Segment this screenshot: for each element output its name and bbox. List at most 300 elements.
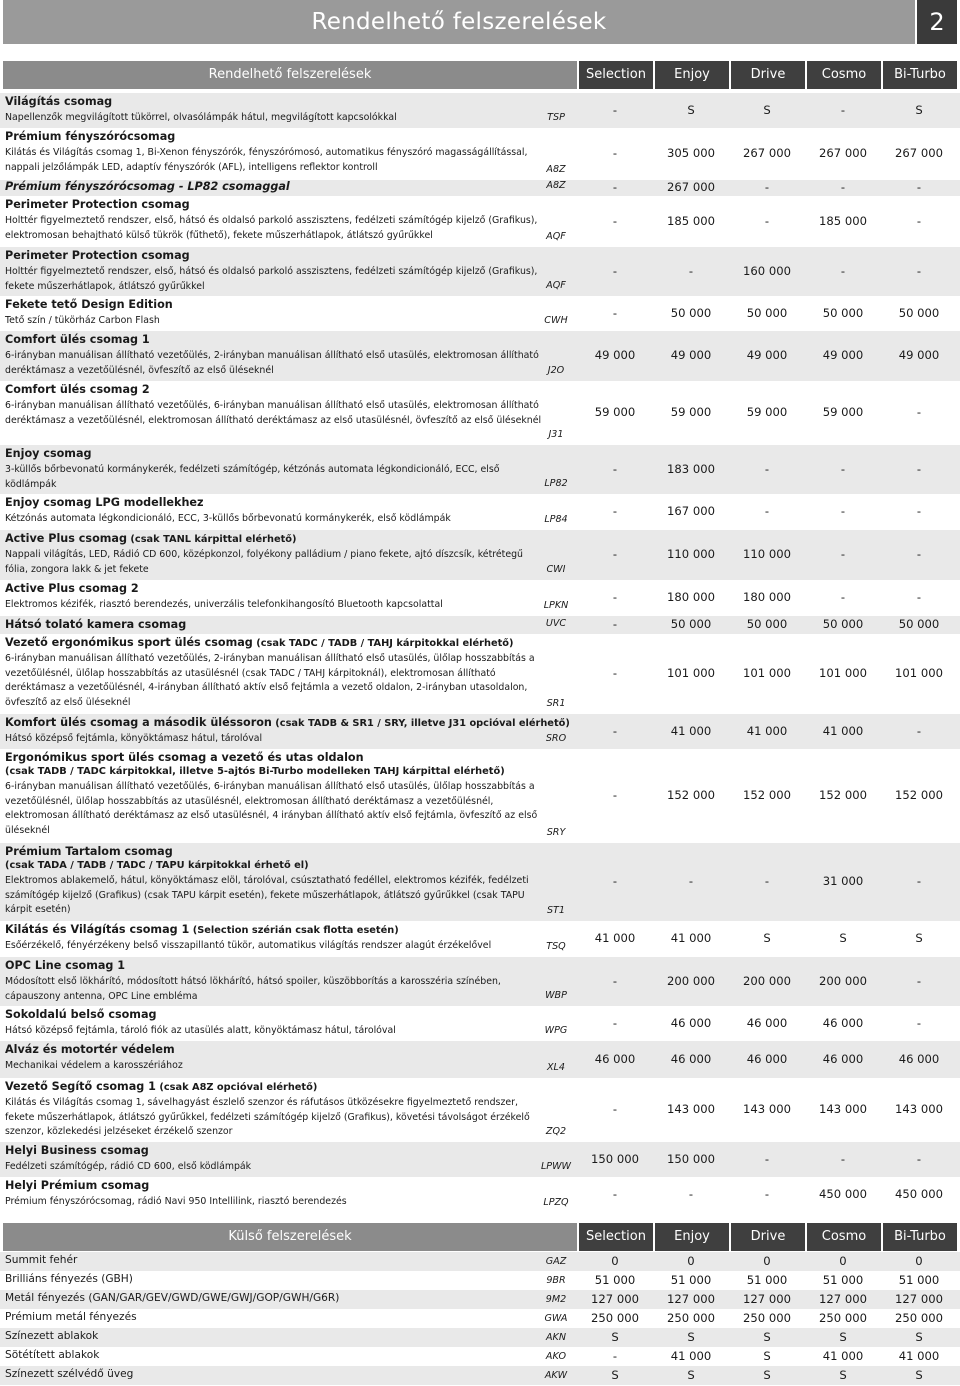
package-title <box>5 333 150 346</box>
price-cell: 160 000 <box>743 263 791 278</box>
price-cell: 49 000 <box>898 348 940 362</box>
price-cell: 46 000 <box>670 1015 712 1030</box>
price-cell: 41 000 <box>670 931 712 945</box>
price-cell: - <box>612 666 618 680</box>
price-cell: 143 000 <box>743 1102 791 1116</box>
package-title <box>5 198 190 211</box>
table-row <box>0 714 960 749</box>
package-description: 3-küllős bőrbevonatú kormánykerék, fedélzeti számítógép, kétzónás automata légkondicionáló, ECC, első ködlámpák <box>5 464 500 490</box>
price-cell: 127 000 <box>591 1292 639 1306</box>
column-header: Cosmo <box>807 61 881 89</box>
price-cell: 46 000 <box>822 1015 864 1030</box>
package-description: Esőérzékelő, fényérzékeny belső visszapillantó tükör, automatikus világítás rendszer alagút érzékelővel <box>5 940 492 951</box>
package-title <box>5 1043 175 1056</box>
price-cell: - <box>916 263 922 278</box>
table-row <box>0 1078 960 1142</box>
price-cell: 50 000 <box>670 617 712 631</box>
table-row <box>0 1041 960 1078</box>
package-title <box>5 1144 149 1157</box>
package-title-text: Prémium fényszórócsomag <box>5 130 176 143</box>
price-cell: 46 000 <box>898 1051 940 1066</box>
package-title-text: Comfort ülés csomag 2 <box>5 383 150 396</box>
price-cell: - <box>840 1151 846 1166</box>
option-code: LPWW <box>540 1161 572 1172</box>
price-cell: 200 000 <box>819 973 867 988</box>
price-cell: - <box>612 146 618 160</box>
column-header: Selection <box>579 1223 653 1251</box>
option-code: LPKN <box>543 600 569 611</box>
option-code: AQF <box>546 231 566 242</box>
option-code: CWI <box>546 564 566 575</box>
package-title <box>5 582 139 595</box>
price-cell: 59 000 <box>670 405 712 419</box>
exterior-option-title: Brilliáns fényezés (GBH) <box>5 1273 133 1285</box>
price-cell: - <box>916 405 922 419</box>
table-row <box>0 634 960 714</box>
price-cell: - <box>612 1015 618 1030</box>
package-title <box>5 383 150 396</box>
package-description: Elektromos ablakemelő, hátul, könyöktámasz elöl, tárolóval, csúsztatható fedéllel, elektromos kézifék, fedélzeti számítógép kijelző (Grafikus) (csak TAPU kárpit esetén), fekete műszerhátlapok, átlátszó gyűrűkkel (csak TAPU kárpit esetén) <box>5 875 529 916</box>
table-row <box>0 1290 960 1309</box>
price-cell: - <box>840 180 846 194</box>
price-cell: - <box>612 213 618 228</box>
price-cell: 185 000 <box>667 213 715 228</box>
table-row <box>0 381 960 445</box>
price-cell: S <box>763 931 771 945</box>
package-title-text: Enjoy csomag LPG modellekhez <box>5 496 204 509</box>
price-cell: 50 000 <box>822 617 864 631</box>
package-note: (csak TANL kárpittal elérhető) <box>127 534 297 545</box>
price-cell: 59 000 <box>594 405 636 419</box>
package-title-text: Prémium Tartalom csomag <box>5 845 173 858</box>
price-cell: 101 000 <box>667 666 715 680</box>
package-title-text: Perimeter Protection csomag <box>5 198 190 211</box>
price-cell: 450 000 <box>819 1187 867 1201</box>
package-title <box>5 447 92 460</box>
package-note: (Selection szérián csak flotta esetén) <box>189 925 399 936</box>
package-title <box>5 130 175 143</box>
package-title-text: Helyi Prémium csomag <box>5 1179 150 1192</box>
package-title <box>5 923 399 936</box>
price-cell: 41 000 <box>670 1349 712 1363</box>
price-cell: 152 000 <box>743 788 791 802</box>
package-description: Mechanikai védelem a karosszériához <box>5 1060 183 1071</box>
price-cell: 101 000 <box>819 666 867 680</box>
table-row <box>0 247 960 296</box>
table-title: Külső felszerelések <box>3 1223 577 1251</box>
table-row <box>0 957 960 1006</box>
option-code: 9M2 <box>545 1294 567 1305</box>
option-code: LPZQ <box>543 1197 569 1208</box>
package-description: Holttér figyelmeztető rendszer, első, hátsó és oldalsó parkoló asszisztens, fedélzeti számítógép kijelző (Grafikus), fekete műszerhátlapok, átlátszó gyűrűkkel <box>5 266 538 292</box>
price-cell: 46 000 <box>594 1051 636 1066</box>
price-cell: - <box>612 973 618 988</box>
price-cell: 150 000 <box>667 1151 715 1166</box>
package-title-text: OPC Line csomag 1 <box>5 959 126 972</box>
price-cell: S <box>763 1368 771 1382</box>
package-title <box>5 180 290 193</box>
package-title <box>5 95 112 108</box>
price-cell: S <box>687 1368 695 1382</box>
table-row <box>0 93 960 128</box>
price-cell: 50 000 <box>746 305 788 320</box>
price-cell: 46 000 <box>822 1051 864 1066</box>
package-title-text: Komfort ülés csomag a második üléssoron <box>5 716 272 729</box>
price-cell: S <box>763 1349 771 1363</box>
price-cell: 183 000 <box>667 461 715 476</box>
price-cell: 267 000 <box>819 146 867 160</box>
package-description: 6-irányban manuálisan állítható vezetőülés, 2-irányban manuálisan állítható első utasülés, elektromosan állítható deréktámasz a vezetőülésnél, övfeszítő az első üléseknél <box>5 350 539 376</box>
option-code: AKW <box>544 1370 568 1381</box>
price-cell: 152 000 <box>819 788 867 802</box>
option-code: LP82 <box>544 478 568 489</box>
package-description: Fedélzeti számítógép, rádió CD 600, első ködlámpák <box>5 1161 252 1172</box>
package-title <box>5 496 204 509</box>
page-number: 2 <box>917 0 957 44</box>
price-cell: S <box>763 102 771 117</box>
price-cell: - <box>612 874 618 888</box>
table-row <box>0 749 960 843</box>
price-cell: 180 000 <box>667 590 715 604</box>
price-cell: 250 000 <box>819 1311 867 1325</box>
table-row <box>0 196 960 247</box>
price-cell: 0 <box>915 1254 923 1268</box>
price-cell: - <box>840 263 846 278</box>
price-cell: 51 000 <box>594 1273 636 1287</box>
option-code: AKO <box>545 1351 567 1362</box>
price-cell: 101 000 <box>895 666 943 680</box>
price-cell: - <box>612 723 618 738</box>
price-cell: - <box>612 1187 618 1201</box>
price-cell: 127 000 <box>895 1292 943 1306</box>
exterior-option-title: Színezett ablakok <box>5 1330 99 1342</box>
column-header: Selection <box>579 61 653 89</box>
price-cell: 267 000 <box>667 180 715 194</box>
price-cell: 49 000 <box>594 348 636 362</box>
package-title <box>5 618 186 631</box>
price-cell: 50 000 <box>670 305 712 320</box>
table-row <box>0 494 960 530</box>
package-title <box>5 959 125 972</box>
package-title-text: Enjoy csomag <box>5 447 92 460</box>
price-cell: 41 000 <box>670 723 712 738</box>
price-cell: 250 000 <box>591 1311 639 1325</box>
page-title: Rendelhető felszerelések <box>311 9 607 35</box>
price-cell: 250 000 <box>667 1311 715 1325</box>
table-row <box>0 445 960 494</box>
price-cell: 41 000 <box>594 931 636 945</box>
price-cell: 250 000 <box>895 1311 943 1325</box>
package-title-text: Vezető ergonómikus sport ülés csomag <box>5 636 253 649</box>
package-description: Módosított első lökhárító, módosított hátsó lökhárító, hátsó spoiler, küszöbborítás a karosszéria színében, cápauszony antenna, OPC Line embléma <box>5 976 501 1002</box>
table-row <box>0 180 960 196</box>
package-title <box>5 1080 317 1093</box>
price-cell: - <box>840 461 846 476</box>
package-title-text: Prémium fényszórócsomag - LP82 csomaggal <box>5 180 290 193</box>
option-code: SR1 <box>546 698 566 709</box>
package-title <box>5 298 173 311</box>
price-cell: 0 <box>611 1254 619 1268</box>
price-cell: 267 000 <box>743 146 791 160</box>
package-title-text: Vezető Segítő csomag 1 <box>5 1080 156 1093</box>
table-row <box>0 580 960 616</box>
price-cell: 200 000 <box>667 973 715 988</box>
price-cell: 41 000 <box>822 723 864 738</box>
price-cell: - <box>688 1187 694 1201</box>
price-cell: 143 000 <box>819 1102 867 1116</box>
price-cell: 250 000 <box>743 1311 791 1325</box>
price-cell: 450 000 <box>895 1187 943 1201</box>
price-cell: - <box>764 213 770 228</box>
price-cell: 50 000 <box>746 617 788 631</box>
package-title <box>5 845 173 858</box>
package-description: Kilátás és Világítás csomag 1, sávelhagyást észlelő szenzor és ráfutásos ütközésekre figyelmeztető rendszer, fekete műszerhátlapok, átlátszó gyűrűkkel, fedélzeti számítógép kijelző (Grafikus), követési távolságot érzékelő szenzor, közlekedési jelzéseket érzékelő szenzor <box>5 1097 530 1138</box>
price-cell: 305 000 <box>667 146 715 160</box>
package-description: 6-irányban manuálisan állítható vezetőülés, 6-irányban manuálisan állítható első utasülés, elektromosan állítható deréktámasz a vezetőülésnél, elektromosan állítható deréktámasz az első utasülésnél, övfeszítő az első üléseknél <box>5 400 542 426</box>
option-code: CWH <box>544 315 568 326</box>
package-description: Elektromos kézifék, riasztó berendezés, univerzális telefonkihangosító Bluetooth kapcsolattal <box>5 599 443 610</box>
price-cell: S <box>915 1330 923 1344</box>
option-code: XL4 <box>546 1062 566 1073</box>
price-cell: - <box>612 263 618 278</box>
column-header: Bi-Turbo <box>883 61 957 89</box>
price-cell: 59 000 <box>822 405 864 419</box>
package-description: Hátsó középső fejtámla, könyöktámasz hátul, tárolóval <box>5 733 263 744</box>
package-title <box>5 751 364 764</box>
price-cell: - <box>612 305 618 320</box>
price-cell: 127 000 <box>743 1292 791 1306</box>
column-header: Drive <box>731 1223 805 1251</box>
price-cell: 267 000 <box>895 146 943 160</box>
price-cell: 41 000 <box>898 1349 940 1363</box>
price-cell: 152 000 <box>895 788 943 802</box>
package-title-text: Active Plus csomag 2 <box>5 582 139 595</box>
price-cell: 51 000 <box>822 1273 864 1287</box>
price-cell: 110 000 <box>667 547 715 561</box>
price-cell: - <box>612 504 618 518</box>
option-code: SRO <box>545 733 567 744</box>
price-cell: 31 000 <box>822 874 864 888</box>
price-cell: - <box>764 1187 770 1201</box>
package-title <box>5 249 190 262</box>
price-cell: - <box>612 590 618 604</box>
price-cell: - <box>916 213 922 228</box>
option-code: TSP <box>547 112 565 123</box>
package-description: Kétzónás automata légkondicionáló, ECC, 3-küllős bőrbevonatú kormánykerék, első ködlámpák <box>5 513 451 524</box>
price-cell: 41 000 <box>746 723 788 738</box>
option-code: WBP <box>545 990 567 1001</box>
package-description: Nappali világítás, LED, Rádió CD 600, középkonzol, folyékony palládium / piano fekete, ajtó díszcsík, kétrétegű fólia, zongora lakk & jet fekete <box>5 549 524 575</box>
price-cell: - <box>916 504 922 518</box>
table-row <box>0 1328 960 1347</box>
price-cell: 46 000 <box>746 1051 788 1066</box>
package-title-text: Fekete tető Design Edition <box>5 298 173 311</box>
table-row <box>0 921 960 957</box>
price-cell: - <box>688 263 694 278</box>
table-row <box>0 1366 960 1385</box>
price-cell: S <box>611 1330 619 1344</box>
package-subtitle: (csak TADA / TADB / TADC / TAPU kárpitokkal érhető el) <box>5 860 309 871</box>
option-code: SRY <box>546 827 566 838</box>
price-cell: - <box>612 617 618 631</box>
price-cell: 110 000 <box>743 547 791 561</box>
price-cell: 152 000 <box>667 788 715 802</box>
option-code: 9BR <box>546 1275 566 1286</box>
table-row <box>0 296 960 331</box>
exterior-option-title: Színezett szélvédő üveg <box>5 1368 134 1380</box>
price-cell: S <box>763 1330 771 1344</box>
price-cell: 167 000 <box>667 504 715 518</box>
price-cell: - <box>764 1151 770 1166</box>
option-code: AKN <box>545 1332 567 1343</box>
price-cell: 101 000 <box>743 666 791 680</box>
price-cell: 127 000 <box>667 1292 715 1306</box>
price-cell: - <box>916 547 922 561</box>
column-header: Drive <box>731 61 805 89</box>
table-row <box>0 616 960 634</box>
package-subtitle: (csak TADB / TADC kárpitokkal, illetve 5-ajtós Bi-Turbo modelleken TAHJ kárpittal elérhető) <box>5 766 505 777</box>
price-cell: - <box>840 547 846 561</box>
package-description: 6-irányban manuálisan állítható vezetőülés, 2-irányban manuálisan állítható első utasülés, ülőlap hosszabbítás a vezetőülésnél, ülőlap hosszabbítás az utasülésnél (csak TADC / TAHJ kárpitoknál), elektromosan állítható deréktámasz a vezetőülésnél, 4-irányban állítható aktív első fejtámla a vezető oldalon, 2-irányban utasoldalon, övfeszítő az első üléseknél <box>5 653 535 708</box>
price-cell: 0 <box>763 1254 771 1268</box>
table-row <box>0 1177 960 1213</box>
price-cell: - <box>612 180 618 194</box>
column-header: Bi-Turbo <box>883 1223 957 1251</box>
price-cell: - <box>612 788 618 802</box>
package-description: Prémium fényszórócsomag, rádió Navi 950 Intellilink, riasztó berendezés <box>5 1196 347 1207</box>
price-cell: 127 000 <box>819 1292 867 1306</box>
package-description: Hátsó középső fejtámla, tároló fiók az utasülés alatt, könyöktámasz hátul, tárolóval <box>5 1025 396 1036</box>
price-cell: 49 000 <box>670 348 712 362</box>
table-header <box>3 61 958 89</box>
column-header: Cosmo <box>807 1223 881 1251</box>
price-cell: - <box>612 1349 618 1363</box>
package-description: Napellenzők megvilágított tükörrel, olvasólámpák hátul, megvilágított kapcsolókkal <box>5 112 397 123</box>
package-title-text: Hátsó tolató kamera csomag <box>5 618 187 631</box>
price-cell: 51 000 <box>670 1273 712 1287</box>
table-row <box>0 1271 960 1290</box>
option-code: TSQ <box>546 941 566 952</box>
price-cell: 185 000 <box>819 213 867 228</box>
price-cell: - <box>840 590 846 604</box>
price-cell: S <box>611 1368 619 1382</box>
price-cell: S <box>839 1330 847 1344</box>
table-title: Rendelhető felszerelések <box>3 61 577 89</box>
price-cell: 200 000 <box>743 973 791 988</box>
price-cell: - <box>612 461 618 476</box>
option-code: A8Z <box>546 164 566 175</box>
package-title <box>5 716 570 729</box>
price-cell: S <box>915 931 923 945</box>
package-title-text: Kilátás és Világítás csomag 1 <box>5 923 190 936</box>
package-title-text: Helyi Business csomag <box>5 1144 149 1157</box>
price-cell: S <box>687 1330 695 1344</box>
price-cell: 50 000 <box>822 305 864 320</box>
package-title-text: Sokoldalú belső csomag <box>5 1008 157 1021</box>
price-cell: 0 <box>839 1254 847 1268</box>
package-title <box>5 532 296 545</box>
price-cell: 150 000 <box>591 1151 639 1166</box>
price-cell: 41 000 <box>822 1349 864 1363</box>
price-cell: - <box>612 1102 618 1116</box>
package-title-text: Alváz és motortér védelem <box>5 1043 175 1056</box>
price-cell: 49 000 <box>822 348 864 362</box>
package-title-text: Active Plus csomag <box>5 532 127 545</box>
price-cell: 51 000 <box>898 1273 940 1287</box>
price-cell: 180 000 <box>743 590 791 604</box>
price-cell: S <box>687 102 695 117</box>
price-cell: 143 000 <box>895 1102 943 1116</box>
price-cell: - <box>916 590 922 604</box>
package-title-text: Perimeter Protection csomag <box>5 249 190 262</box>
price-cell: - <box>764 504 770 518</box>
table-row <box>0 530 960 580</box>
table-row <box>0 1006 960 1041</box>
package-title-text: Comfort ülés csomag 1 <box>5 333 150 346</box>
price-cell: - <box>612 102 618 117</box>
price-cell: S <box>915 1368 923 1382</box>
price-cell: 143 000 <box>667 1102 715 1116</box>
price-cell: 46 000 <box>746 1015 788 1030</box>
price-cell: 59 000 <box>746 405 788 419</box>
package-note: (csak TADB & SR1 / SRY, illetve J31 opcióval elérhető) <box>271 718 570 729</box>
column-header: Enjoy <box>655 1223 729 1251</box>
price-cell: - <box>612 547 618 561</box>
price-cell: - <box>916 723 922 738</box>
table-row <box>0 1309 960 1328</box>
price-cell: S <box>839 931 847 945</box>
price-cell: 50 000 <box>898 617 940 631</box>
table-row <box>0 331 960 381</box>
option-code: WPG <box>544 1025 568 1036</box>
package-title <box>5 636 514 649</box>
price-cell: 51 000 <box>746 1273 788 1287</box>
table-row <box>0 843 960 921</box>
table-row <box>0 1252 960 1271</box>
price-cell: S <box>915 102 923 117</box>
table-header <box>3 1223 958 1251</box>
package-description: Tető szín / tükörház Carbon Flash <box>5 315 160 326</box>
option-code: A8Z <box>546 180 566 191</box>
option-code: UVC <box>545 618 567 629</box>
price-cell: - <box>916 874 922 888</box>
exterior-option-title: Prémium metál fényezés <box>5 1311 137 1323</box>
package-title-text: Világítás csomag <box>5 95 113 108</box>
option-code: J2O <box>547 365 565 376</box>
package-title <box>5 1179 149 1192</box>
price-cell: S <box>839 1368 847 1382</box>
exterior-option-title: Sötétített ablakok <box>5 1349 100 1361</box>
price-cell: - <box>916 973 922 988</box>
option-code: ZQ2 <box>545 1126 567 1137</box>
price-cell: - <box>916 461 922 476</box>
table-row <box>0 1347 960 1366</box>
package-title <box>5 1008 157 1021</box>
exterior-option-title: Metál fényezés (GAN/GAR/GEV/GWD/GWE/GWJ/GOP/GWH/G6R) <box>5 1292 340 1304</box>
table-row <box>0 1142 960 1177</box>
package-note: (csak A8Z opcióval elérhető) <box>155 1082 318 1093</box>
package-note: (csak TADC / TADB / TAHJ kárpitokkal elérhető) <box>252 638 514 649</box>
price-cell: 46 000 <box>670 1051 712 1066</box>
table-row <box>0 128 960 180</box>
price-cell: - <box>916 1151 922 1166</box>
exterior-option-title: Summit fehér <box>5 1254 78 1266</box>
price-cell: - <box>840 102 846 117</box>
option-code: ST1 <box>546 905 566 916</box>
price-cell: - <box>840 504 846 518</box>
price-cell: 50 000 <box>898 305 940 320</box>
option-code: AQF <box>546 280 566 291</box>
